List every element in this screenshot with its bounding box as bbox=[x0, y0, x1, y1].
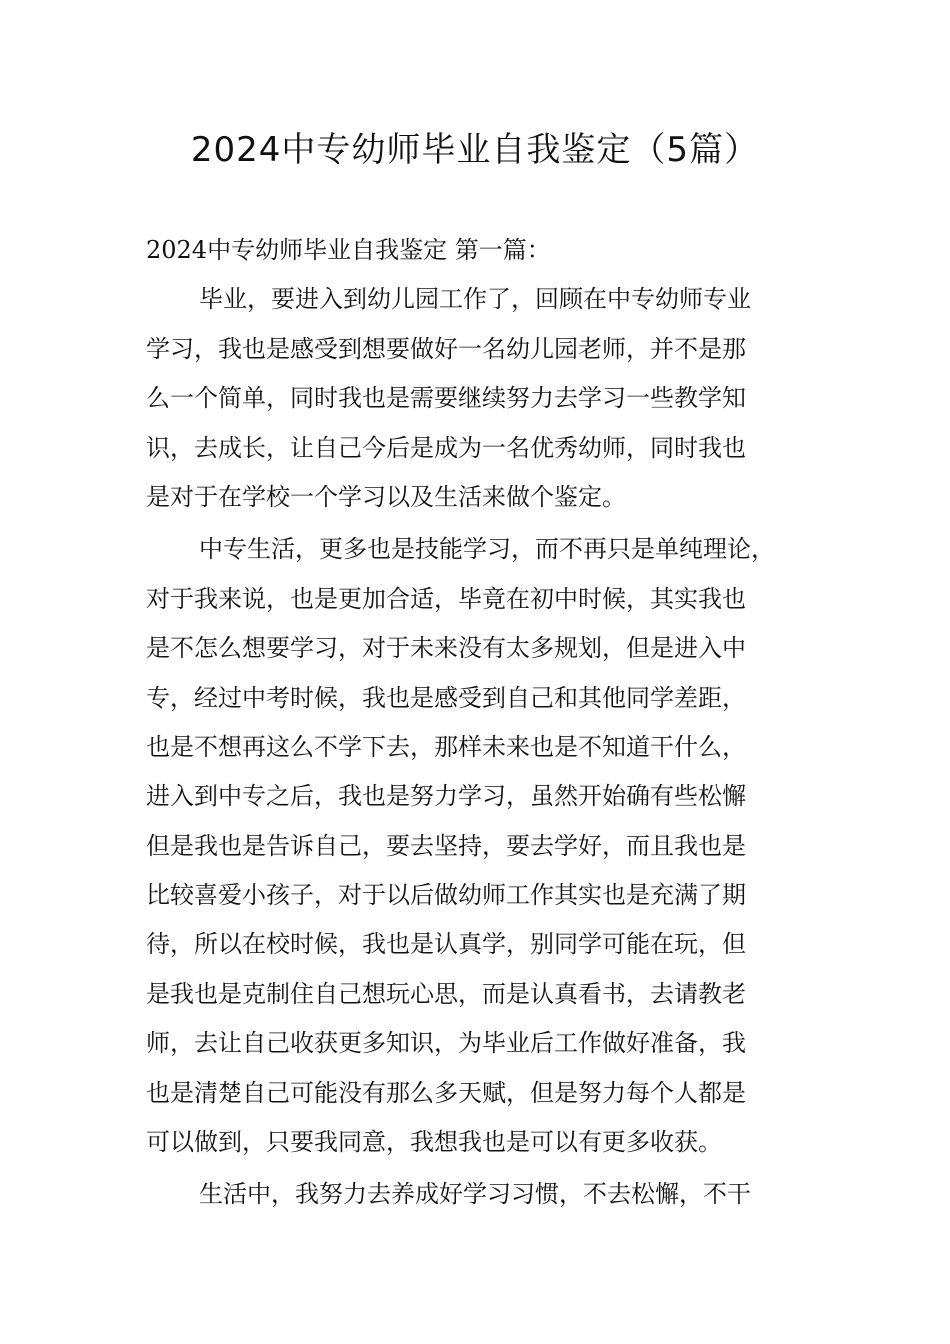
paragraph-line: 中专生活，更多也是技能学习，而不再只是单纯理论， bbox=[199, 535, 775, 564]
paragraph-line: 学习，我也是感受到想要做好一名幼儿园老师，并不是那 bbox=[146, 334, 746, 363]
paragraph-line: 师，去让自己收获更多知识，为毕业后工作做好准备，我 bbox=[146, 1029, 746, 1058]
paragraph-line: 毕业，要进入到幼儿园工作了，回顾在中专幼师专业 bbox=[199, 285, 751, 314]
document-body bbox=[146, 226, 816, 1220]
paragraph-line: 专，经过中考时候，我也是感受到自己和其他同学差距， bbox=[146, 683, 746, 712]
document-title: 2024中专幼师毕业自我鉴定（5篇） bbox=[190, 130, 760, 170]
paragraph-line: 也是清楚自己可能没有那么多天赋，但是努力每个人都是 bbox=[146, 1078, 746, 1107]
paragraph-3 bbox=[146, 1170, 816, 1219]
paragraph-line: 也是不想再这么不学下去，那样未来也是不知道干什么， bbox=[146, 732, 746, 761]
paragraph-line: 比较喜爱小孩子，对于以后做幼师工作其实也是充满了期 bbox=[146, 881, 746, 910]
section-heading: 2024中专幼师毕业自我鉴定 第一篇： bbox=[146, 236, 551, 264]
paragraph-2 bbox=[146, 525, 816, 1167]
paragraph-line: 生活中，我努力去养成好学习习惯，不去松懈，不干 bbox=[199, 1180, 751, 1209]
paragraph-line: 识，去成长，让自己今后是成为一名优秀幼师，同时我也 bbox=[146, 433, 746, 462]
paragraph-line: 是我也是克制住自己想玩心思，而是认真看书，去请教老 bbox=[146, 979, 746, 1008]
paragraph-line: 是不怎么想要学习，对于未来没有太多规划，但是进入中 bbox=[146, 634, 746, 663]
paragraph-1 bbox=[146, 275, 816, 522]
paragraph-line: 但是我也是告诉自己，要去坚持，要去学好，而且我也是 bbox=[146, 831, 746, 860]
paragraph-line: 待，所以在校时候，我也是认真学，别同学可能在玩，但 bbox=[146, 930, 746, 959]
paragraph-line: 么一个简单，同时我也是需要继续努力去学习一些教学知 bbox=[146, 384, 746, 413]
paragraph-line: 可以做到，只要我同意，我想我也是可以有更多收获。 bbox=[146, 1128, 722, 1157]
paragraph-line: 对于我来说，也是更加合适，毕竟在初中时候，其实我也 bbox=[146, 584, 746, 613]
paragraph-line: 是对于在学校一个学习以及生活来做个鉴定。 bbox=[146, 482, 626, 511]
paragraph-line: 进入到中专之后，我也是努力学习，虽然开始确有些松懈 bbox=[146, 782, 746, 811]
